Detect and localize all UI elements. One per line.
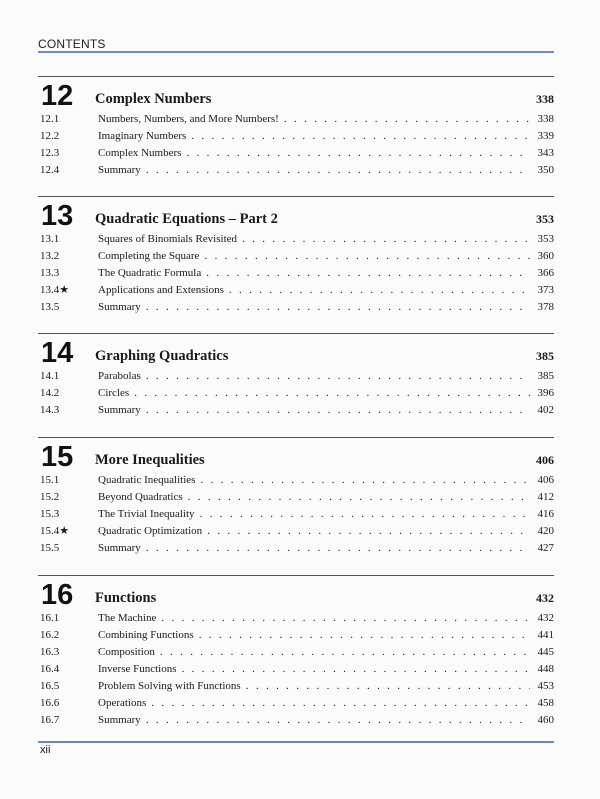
section-title: Beyond Quadratics . . . xyxy=(98,489,530,506)
chapter-title: Quadratic Equations – Part 2 xyxy=(95,211,278,227)
section-title: The Quadratic Formula . . . xyxy=(98,265,530,282)
section-title: Combining Functions . . . xyxy=(98,627,530,644)
page-number: xii xyxy=(40,744,51,756)
chapter-rule xyxy=(38,196,554,197)
section-page: 445 xyxy=(537,646,554,658)
toc-entry xyxy=(38,712,554,729)
toc-entry xyxy=(38,145,554,162)
section-number: 15.1 xyxy=(40,474,60,486)
chapter-14 xyxy=(38,333,554,419)
section-title: Numbers, Numbers, and More Numbers! . . . xyxy=(98,111,530,128)
section-number: 16.5 xyxy=(40,680,60,692)
chapter-number: 15 xyxy=(41,441,74,473)
section-number: 16.1 xyxy=(40,612,60,624)
chapter-page: 432 xyxy=(536,591,554,605)
section-page: 412 xyxy=(537,491,554,503)
toc-entry xyxy=(38,368,554,385)
section-title: The Trivial Inequality . . . xyxy=(98,506,530,523)
chapter-number: 14 xyxy=(41,337,74,369)
toc-entry xyxy=(38,678,554,695)
section-page: 458 xyxy=(537,697,554,709)
section-number: 16.3 xyxy=(40,646,60,658)
toc-entry xyxy=(38,523,554,540)
running-header: CONTENTS xyxy=(38,37,106,51)
chapter-title: Functions xyxy=(95,590,157,606)
section-title: Complex Numbers . . . xyxy=(98,145,530,162)
section-number: 13.3 xyxy=(40,267,60,279)
footer-rule xyxy=(38,741,554,743)
section-page: 350 xyxy=(537,164,554,176)
section-page: 353 xyxy=(537,233,554,245)
section-page: 373 xyxy=(537,284,554,296)
chapter-title: More Inequalities xyxy=(95,452,205,468)
chapter-heading xyxy=(38,81,554,111)
chapter-heading xyxy=(38,338,554,368)
toc-entry xyxy=(38,385,554,402)
section-number: 14.3 xyxy=(40,404,60,416)
section-page: 366 xyxy=(537,267,554,279)
section-number: 13.1 xyxy=(40,233,60,245)
chapter-number: 16 xyxy=(41,579,74,611)
toc-entry xyxy=(38,282,554,299)
section-page: 416 xyxy=(537,508,554,520)
section-number: 16.6 xyxy=(40,697,60,709)
toc-entry xyxy=(38,248,554,265)
toc-entry xyxy=(38,644,554,661)
toc-entry xyxy=(38,472,554,489)
section-number: 16.2 xyxy=(40,629,60,641)
section-number: 14.1 xyxy=(40,370,60,382)
chapter-page: 353 xyxy=(536,212,554,226)
section-title: Applications and Extensions . . . xyxy=(98,282,530,299)
section-number: 12.2 xyxy=(40,130,60,142)
section-title: Quadratic Optimization . . . xyxy=(98,523,530,540)
toc-entry xyxy=(38,661,554,678)
section-page: 460 xyxy=(537,714,554,726)
section-number: 15.4★ xyxy=(40,525,70,537)
section-title: Summary . . . xyxy=(98,402,530,419)
chapter-heading xyxy=(38,442,554,472)
chapter-heading xyxy=(38,580,554,610)
toc-entry xyxy=(38,128,554,145)
chapter-rule xyxy=(38,333,554,334)
section-title: Problem Solving with Functions . . . xyxy=(98,678,530,695)
section-title: Operations . . . xyxy=(98,695,530,712)
section-title: Parabolas . . . xyxy=(98,368,530,385)
chapter-13 xyxy=(38,196,554,316)
chapter-page: 406 xyxy=(536,453,554,467)
toc-entry xyxy=(38,540,554,557)
chapter-rule xyxy=(38,575,554,576)
section-page: 338 xyxy=(537,113,554,125)
section-page: 378 xyxy=(537,301,554,313)
section-page: 343 xyxy=(537,147,554,159)
chapter-rule xyxy=(38,76,554,77)
section-page: 420 xyxy=(537,525,554,537)
section-page: 396 xyxy=(537,387,554,399)
header-rule xyxy=(38,51,554,53)
section-page: 432 xyxy=(537,612,554,624)
chapter-12 xyxy=(38,76,554,179)
section-number: 12.1 xyxy=(40,113,60,125)
chapter-15 xyxy=(38,437,554,557)
chapter-page: 338 xyxy=(536,92,554,106)
section-title: Quadratic Inequalities . . . xyxy=(98,472,530,489)
toc-entry xyxy=(38,627,554,644)
toc-entry xyxy=(38,231,554,248)
chapter-title: Complex Numbers xyxy=(95,91,212,107)
section-number: 15.3 xyxy=(40,508,60,520)
section-title: Summary . . . xyxy=(98,162,530,179)
chapter-title: Graphing Quadratics xyxy=(95,348,229,364)
section-title: The Machine . . . xyxy=(98,610,530,627)
section-number: 13.4★ xyxy=(40,284,70,296)
section-number: 14.2 xyxy=(40,387,60,399)
section-title: Composition . . . xyxy=(98,644,530,661)
section-page: 402 xyxy=(537,404,554,416)
section-page: 441 xyxy=(537,629,554,641)
chapter-page: 385 xyxy=(536,349,554,363)
section-page: 427 xyxy=(537,542,554,554)
section-page: 406 xyxy=(537,474,554,486)
toc-entry xyxy=(38,111,554,128)
toc-entry xyxy=(38,162,554,179)
section-title: Inverse Functions . . . xyxy=(98,661,530,678)
section-title: Summary . . . xyxy=(98,299,530,316)
section-page: 448 xyxy=(537,663,554,675)
section-title: Imaginary Numbers . . . xyxy=(98,128,530,145)
toc-entry xyxy=(38,506,554,523)
section-title: Circles . . . xyxy=(98,385,530,402)
section-page: 385 xyxy=(537,370,554,382)
section-title: Summary . . . xyxy=(98,712,530,729)
toc-entry xyxy=(38,610,554,627)
section-number: 16.7 xyxy=(40,714,60,726)
section-title: Completing the Square . . . xyxy=(98,248,530,265)
section-page: 360 xyxy=(537,250,554,262)
section-page: 453 xyxy=(537,680,554,692)
toc-entry xyxy=(38,695,554,712)
section-number: 13.5 xyxy=(40,301,60,313)
section-number: 15.2 xyxy=(40,491,60,503)
section-title: Squares of Binomials Revisited . . . xyxy=(98,231,530,248)
chapter-heading xyxy=(38,201,554,231)
toc-entry xyxy=(38,299,554,316)
chapter-rule xyxy=(38,437,554,438)
chapter-number: 13 xyxy=(41,200,74,232)
section-number: 12.3 xyxy=(40,147,60,159)
toc-entry xyxy=(38,402,554,419)
section-number: 16.4 xyxy=(40,663,60,675)
section-number: 12.4 xyxy=(40,164,60,176)
section-number: 13.2 xyxy=(40,250,60,262)
toc-entry xyxy=(38,265,554,282)
toc-entry xyxy=(38,489,554,506)
chapter-16 xyxy=(38,575,554,729)
chapter-number: 12 xyxy=(41,80,74,112)
section-number: 15.5 xyxy=(40,542,60,554)
section-title: Summary . . . xyxy=(98,540,530,557)
section-page: 339 xyxy=(537,130,554,142)
